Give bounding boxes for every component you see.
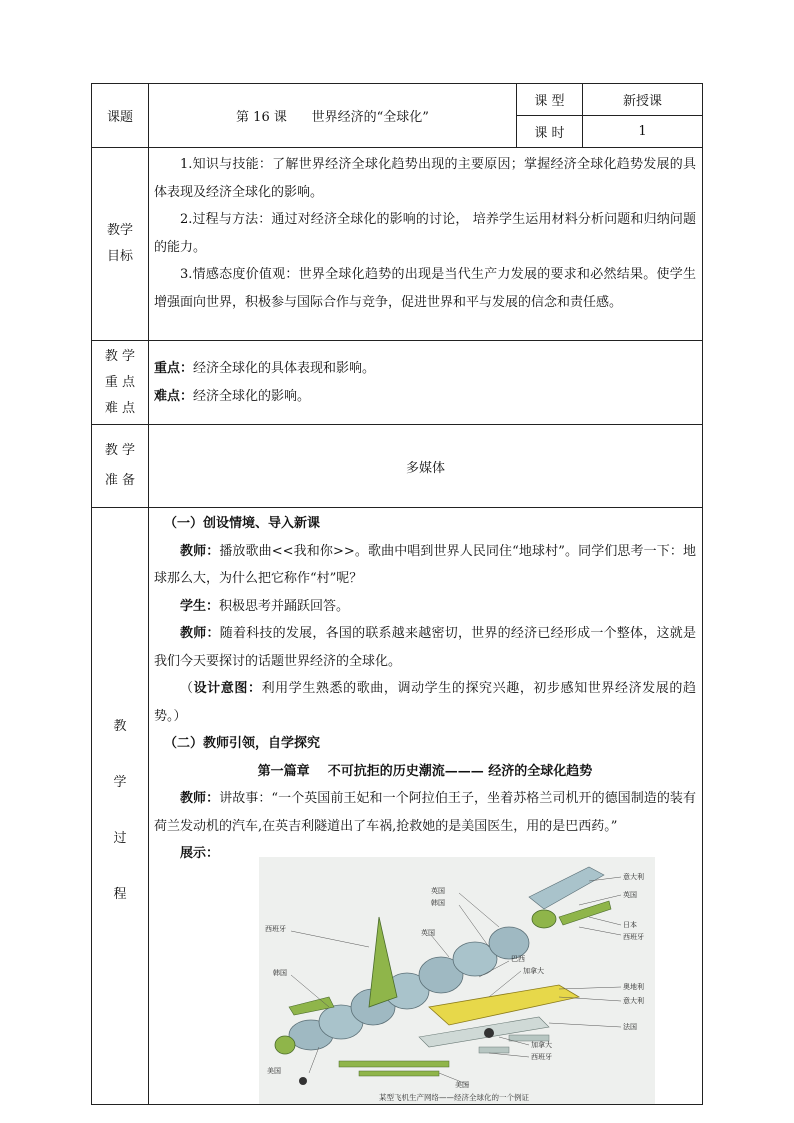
- type-label: 课 型: [534, 94, 565, 109]
- label-canada-1: 加拿大: [523, 967, 544, 975]
- show-label: 展示：: [180, 846, 220, 861]
- airplane-exploded-diagram: [259, 857, 655, 1104]
- keypoints-content: [154, 355, 696, 411]
- label-spain-3: 西班牙: [531, 1053, 552, 1061]
- label-spain-2: 西班牙: [623, 933, 644, 941]
- goals-content: [154, 151, 696, 316]
- small-part-1: [479, 1047, 509, 1053]
- label-italy-2: 意大利: [623, 997, 644, 1005]
- student-answer: 学生：积极思考并踊跃回答。: [180, 598, 350, 614]
- teacher-story: 教师：讲故事：“一个英国前王妃和一个阿拉伯王子，坐着苏格兰司机开的德国制造的装有荷兰发动机的汽车,在英吉利隧道出了车祸,抢救她的是美国医生，用的是巴西药。”: [154, 791, 696, 834]
- hours-value: 1: [638, 124, 647, 139]
- teacher-explain: 教师：随着科技的发展，各国的联系越来越密切，世界的经济已经形成一个整体，这就是我们今天要探讨的话题世界经济的全球化。: [154, 626, 696, 669]
- label-spain-1: 西班牙: [265, 925, 286, 933]
- type-value: 新授课: [622, 94, 662, 109]
- landing-gear: [484, 1028, 494, 1038]
- focus-line: 重点：经济全球化的具体表现和影响。: [154, 361, 376, 376]
- label-uk-1: 英国: [431, 887, 445, 895]
- goal-process: 2.过程与方法：通过对经济全球化的影响的讨论， 培养学生运用材料分析问题和归纳问题的能力。: [154, 212, 696, 255]
- label-korea-2: 韩国: [273, 969, 287, 977]
- process-label: 教 学 过 程: [113, 719, 127, 902]
- section-heading-1: （一）创设情境、导入新课: [164, 516, 321, 531]
- nose-gear: [299, 1077, 307, 1085]
- label-austria: 奥地利: [623, 983, 644, 991]
- label-uk-3: 英国: [623, 891, 637, 899]
- row-divider-prep: [92, 507, 702, 508]
- flap-strip-2: [359, 1071, 439, 1076]
- label-brazil: 巴西: [511, 955, 525, 963]
- engine: [532, 910, 556, 928]
- row-divider-header: [92, 147, 702, 148]
- teacher-song: 教师：播放歌曲<<我和你>>。歌曲中唱到世界人民同住“地球村”。同学们思考一下：地球那么大，为什么把它称作“村”呢？: [154, 543, 696, 586]
- figure-caption: 某型飞机生产网络——经济全球化的一个例证: [379, 1093, 529, 1102]
- section-heading-2: （二）教师引领，自学探究: [164, 736, 321, 751]
- goals-label: 教学 目标: [106, 223, 133, 264]
- row-divider-goals: [92, 340, 702, 341]
- label-canada-2: 加拿大: [531, 1041, 552, 1049]
- col-divider-label: [148, 84, 149, 1104]
- label-japan: 日本: [623, 921, 637, 929]
- lesson-title: 第 16 课 世界经济的“全球化”: [236, 110, 429, 125]
- flap-strip-1: [339, 1061, 449, 1067]
- label-usa-2: 美国: [455, 1081, 469, 1089]
- label-france: 法国: [623, 1023, 637, 1031]
- prep-value: 多媒体: [405, 460, 445, 476]
- process-content: [154, 510, 696, 868]
- label-uk-2: 英国: [421, 929, 435, 937]
- keypoints-label: 教 学 重 点 难 点: [104, 348, 136, 416]
- label-usa-1: 美国: [267, 1067, 281, 1075]
- airplane-production-figure: [259, 857, 655, 1104]
- goal-knowledge: 1.知识与技能：了解世界经济全球化趋势出现的主要原因；掌握经济全球化趋势发展的具体表现及经济全球化的影响。: [154, 157, 696, 200]
- topic-label: 课题: [106, 110, 133, 125]
- prep-label: 教 学 准 备: [104, 443, 136, 488]
- label-korea-1: 韩国: [431, 899, 445, 907]
- difficulty-line: 难点：经济全球化的影响。: [154, 389, 311, 404]
- label-italy-1: 意大利: [623, 873, 644, 881]
- goal-attitude: 3.情感态度价值观：世界全球化趋势的出现是当代生产力发展的要求和必然结果。使学生增强面向世界，积极参与国际合作与竞争，促进世界和平与发展的信念和责任感。: [154, 267, 696, 310]
- hours-label: 课 时: [534, 126, 565, 141]
- chapter-title: 第一篇章 不可抗拒的历史潮流——— 经济的全球化趋势: [257, 763, 593, 779]
- lesson-plan-table: [91, 83, 703, 1105]
- design-intent: （设计意图：利用学生熟悉的歌曲，调动学生的探究兴趣，初步感知世界经济发展的趋势。）: [154, 681, 696, 724]
